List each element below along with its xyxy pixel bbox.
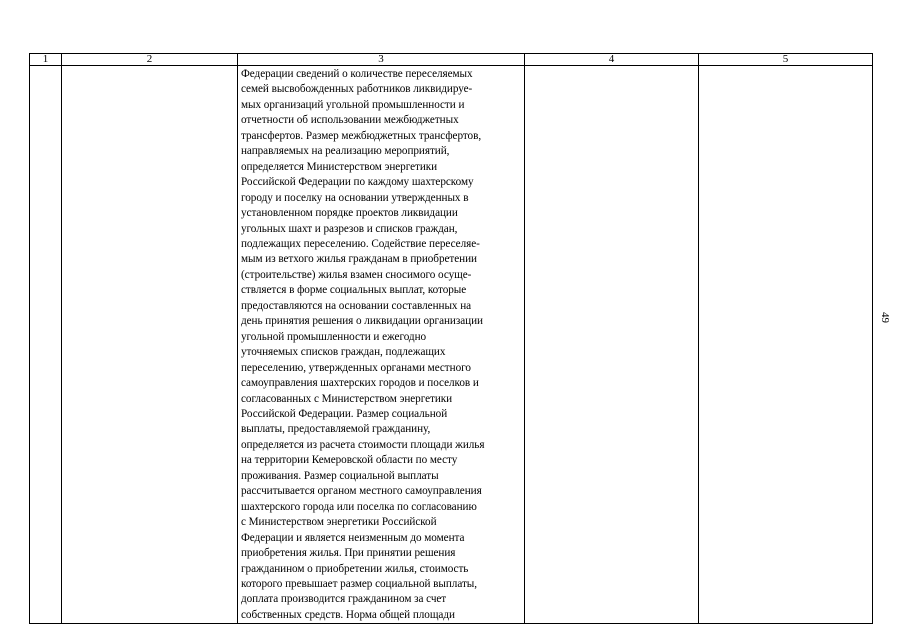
text-line: мым из ветхого жилья гражданам в приобретении [241, 253, 477, 266]
text-line: семей высвобожденных работников ликвидируе- [241, 83, 473, 96]
text-line: определяется из расчета стоимости площади жилья [241, 438, 485, 451]
column-header-5: 5 [699, 54, 873, 66]
text-line: Российской Федерации. Размер социальной [241, 407, 448, 420]
column-3-text [238, 66, 524, 623]
text-line: на территории Кемеровской области по месту [241, 454, 458, 467]
text-line: определяется Министерством энергетики [241, 160, 438, 173]
text-line: приобретения жилья. При принятии решения [241, 547, 456, 560]
text-line: Российской Федерации по каждому шахтерскому [241, 176, 474, 189]
column-header-4: 4 [525, 54, 699, 66]
text-line: рассчитывается органом местного самоуправления [241, 485, 482, 498]
text-line: установленном порядке проектов ликвидации [241, 207, 458, 220]
text-line: Федерации сведений о количестве переселяемых [241, 68, 473, 80]
text-line: городу и поселку на основании утвержденных в [241, 191, 469, 204]
text-line: день принятия решения о ликвидации организации [241, 315, 483, 328]
text-line: угольных шахт и разрезов и списков граждан, [241, 222, 458, 235]
text-line: собственных средств. Норма общей площади [241, 608, 455, 621]
text-line: проживания. Размер социальной выплаты [241, 469, 439, 482]
text-line: направляемых на реализацию мероприятий, [241, 145, 450, 158]
text-line: предоставляются на основании составленных на [241, 299, 472, 312]
cell-column-2 [62, 66, 238, 624]
cell-column-1 [30, 66, 62, 624]
text-line: ствляется в форме социальных выплат, которые [241, 284, 467, 297]
cell-column-5 [699, 66, 873, 624]
text-line: самоуправления шахтерских городов и поселков и [241, 377, 479, 390]
column-header-1: 1 [30, 54, 62, 66]
column-header-3: 3 [238, 54, 525, 66]
text-line: мых организаций угольной промышленности и [241, 98, 465, 111]
table-row [30, 66, 873, 624]
text-line: шахтерского города или поселка по согласованию [241, 500, 477, 513]
text-line: с Министерством энергетики Российской [241, 516, 437, 529]
text-line: которого превышает размер социальной выплаты, [241, 577, 478, 590]
cell-column-4 [525, 66, 699, 624]
column-header-2: 2 [62, 54, 238, 66]
text-line: гражданином о приобретении жилья, стоимость [241, 562, 469, 575]
header-row [30, 54, 873, 66]
text-line: уточняемых списков граждан, подлежащих [241, 346, 446, 359]
text-line: (строительстве) жилья взамен сносимого осуще- [241, 268, 472, 281]
text-line: подлежащих переселению. Содействие переселяе- [241, 237, 480, 250]
text-line: доплата производится гражданином за счет [241, 593, 447, 606]
text-line: согласованных с Министерством энергетики [241, 392, 453, 405]
cell-column-3 [238, 66, 525, 624]
text-line: трансфертов. Размер межбюджетных трансфертов, [241, 129, 482, 142]
text-line: Федерации и является неизменным до момента [241, 531, 465, 544]
text-line: переселению, утвержденных органами местного [241, 361, 471, 374]
text-line: угольной промышленности и ежегодно [241, 330, 427, 343]
page-number: 49 [879, 312, 891, 323]
text-line: отчетности об использовании межбюджетных [241, 114, 459, 127]
text-line: выплаты, предоставляемой гражданину, [241, 423, 431, 436]
document-table [29, 53, 873, 624]
